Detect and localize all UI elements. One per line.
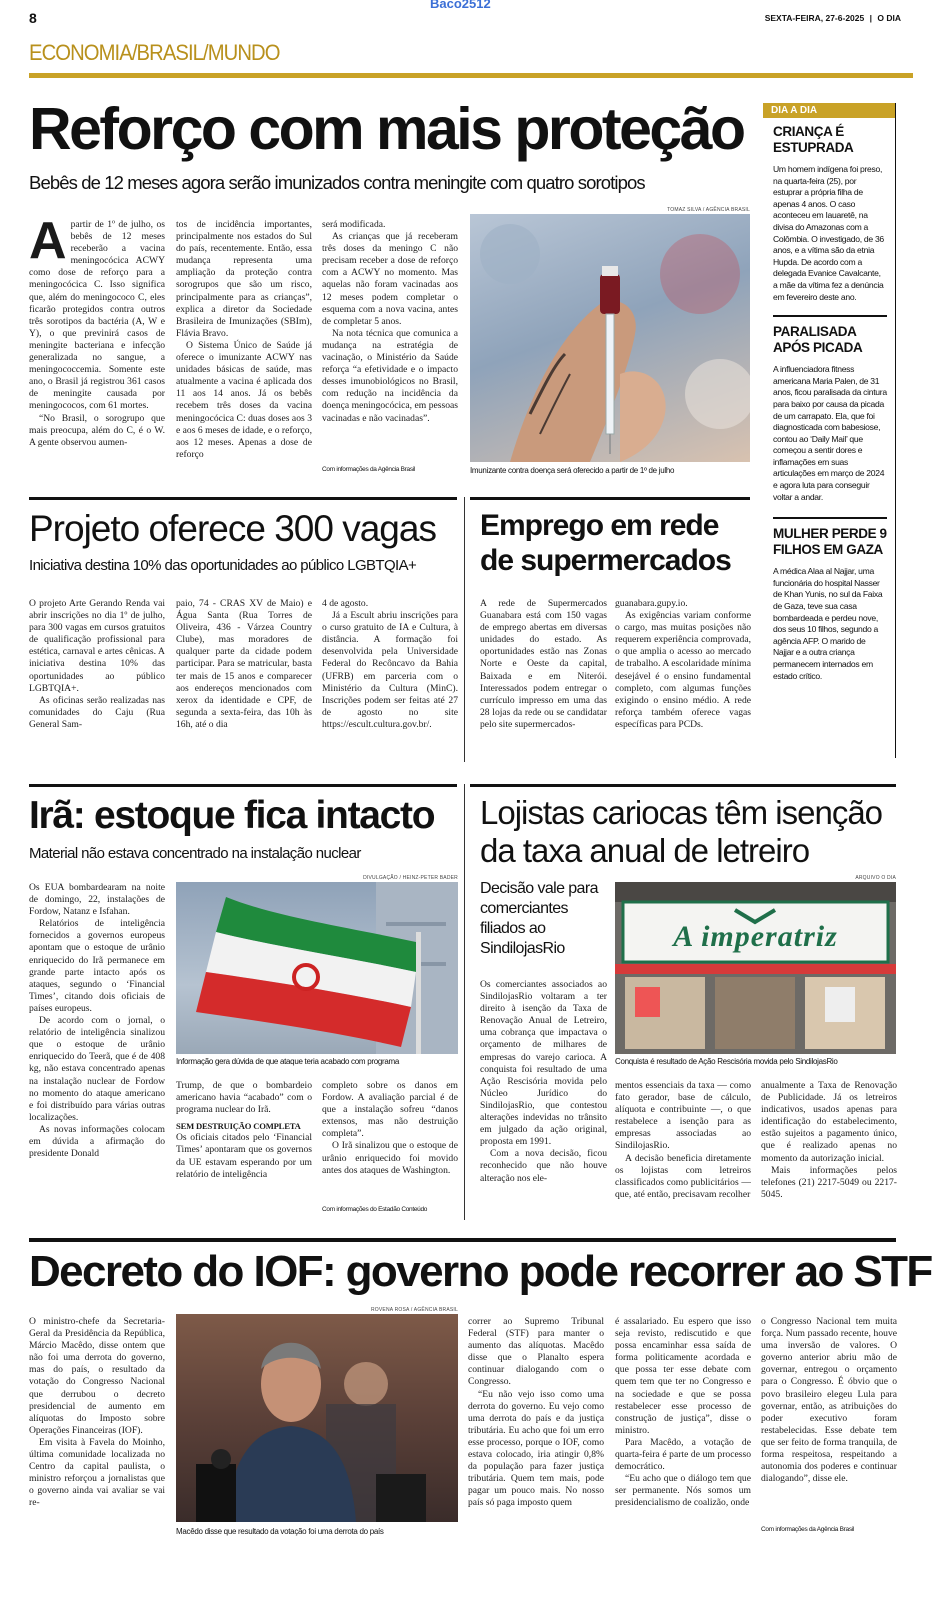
- iof-col-3: [615, 1316, 751, 1538]
- vaccine-photo: [470, 214, 750, 462]
- lead-subhead: Bebês de 12 meses agora serão imunizados contra meningite com quatro sorotipos: [29, 172, 645, 193]
- projeto-subhead: Iniciativa destina 10% das oportunidades ao público LGBTQIA+: [29, 557, 417, 574]
- header-separator: |: [869, 13, 872, 23]
- header-date: SEXTA-FEIRA, 27-6-2025: [764, 13, 865, 23]
- iof-p: “Eu não vejo isso como uma derrota do governo. Eu vejo como uma derrota do país e da justiça tributária. Eu acho que foi um erro esse processo, porque o IOF, como estava colocado, iria atingir 0,8% da população para fazer justiça tributária. Quem tem mais, pode pagar um pouco mais. No nosso país só paga imposto quem: [468, 1388, 604, 1509]
- section-rule: [29, 73, 913, 78]
- ira-p: O Irã sinalizou que o estoque de urânio enriquecido foi movido antes dos ataques de Washington.: [322, 1140, 458, 1176]
- vaccine-illustration: [470, 214, 750, 462]
- sidebar-item-text: A influenciadora fitness americana Maria Palen, de 31 anos, ficou paralisada da cintura para baixo por causa da picada de um carrapato. Ela, que foi diagnosticada com babesiose, contou ao ‘Daily Mail’ que começou a sentir dores e inflamações em suas articulações em março de 2024 e agora luta para conseguir voltar a andar.: [773, 364, 887, 502]
- macedo-illustration: [176, 1314, 458, 1522]
- iof-col-4: [761, 1316, 897, 1521]
- ira-col-3: [322, 1080, 458, 1200]
- ira-source: Com informações do Estadão Conteúdo: [322, 1206, 428, 1213]
- lead-p: tos de incidência importantes, principalmente nos estados do Sul do país, recentemente. Então, essa mudança representa uma ampliação da proteção contra sorogrupos que são um risco, principalmente para as crianças”, explica a diretor da Sociedade Brasileira de Imunizações (SBIm), Flávia Bravo.: [176, 219, 312, 339]
- iran-flag-photo: [176, 882, 458, 1054]
- lead-dropcap: A: [29, 219, 67, 270]
- emprego-headline-line: de supermercados: [480, 544, 731, 577]
- emprego-rule: [470, 497, 750, 500]
- lead-col-3: [322, 219, 458, 459]
- ira-col-1: [29, 882, 165, 1218]
- lead-p: O Sistema Único de Saúde já oferece o imunizante ACWY nas unidades básicas de saúde, mas atualmente a vacina é aplicada dos 11 aos 14 anos. Já os bebês recebem três doses da vacina meningocócica C: duas doses aos 3 e aos 6 meses de idade, e o reforço, aos 12 meses. Apenas a dose de reforço: [176, 339, 312, 460]
- iof-caption: Macêdo disse que resultado da votação foi uma derrota do país: [176, 1527, 384, 1536]
- projeto-p: O projeto Arte Gerando Renda vai abrir inscrições no dia 1º de julho, para 300 vagas em cursos gratuitos de qualificação profissional para estética, carnaval e artes cênicas. A iniciativa destina 10% das oportunidades ao público LGBTQIA+.: [29, 598, 165, 694]
- watermark-label: Baco2512: [430, 0, 491, 11]
- lead-p: As crianças que já receberam três doses da meningo C não precisam receber a dose de reforço com a ACWY no momento. Mas aquelas não foram vacinadas aos 12 meses podem completar o esquema com a nova vacina, antes de completar 5 anos.: [322, 231, 458, 327]
- iof-headline: Decreto do IOF: governo pode recorrer ao STF: [29, 1247, 932, 1296]
- sidebar-item-title: CRIANÇA É ESTUPRADA: [773, 124, 854, 155]
- column-divider: [464, 784, 465, 1220]
- macedo-photo: [176, 1314, 458, 1522]
- sidebar-item-text: Um homem indígena foi preso, na quarta-feira (25), por estuprar a própria filha de apenas 4 anos. O caso aconteceu em Iauaretê, na divisa do Amazonas com a Colômbia. O investigado, de 36 anos, e a vítima são da etnia Hupda. De acordo com a delegada Evanice Cavalcante, a mãe da vítima fez a denúncia em fevereiro deste ano.: [773, 164, 884, 302]
- ira-photo-credit: DIVULGAÇÃO / HEINZ-PETER BADER: [363, 875, 458, 881]
- sidebar-item-title: PARALISADA APÓS PICADA: [773, 324, 863, 356]
- header-date-line: [765, 13, 901, 23]
- ira-p: Os oficiais citados pelo ‘Financial Times’ apontaram que os governos da UE estavam esperando por um relatório de inteligência: [176, 1132, 312, 1180]
- iof-col-2: [468, 1316, 604, 1538]
- ira-rule: [29, 784, 457, 787]
- emprego-p: guanabara.gupy.io.: [615, 598, 688, 609]
- lead-p: “No Brasil, o sorogrupo que mais preocupa, além do C, é o W. A gente observou aumen-: [29, 412, 165, 448]
- lojistas-headline-line: da taxa anual de letreiro: [480, 832, 810, 869]
- iof-p: “Eu acho que o diálogo tem que ser permanente. Nós somos um presidencialismo de coalizão, onde: [615, 1473, 751, 1509]
- iof-source: Com informações da Agência Brasil: [761, 1526, 855, 1533]
- lojistas-p: Mais informações pelos telefones (21) 2217-5049 ou 2217-5045.: [761, 1164, 897, 1200]
- lojistas-photo-credit: ARQUIVO O DIA: [855, 875, 896, 881]
- emprego-p: As exigências variam conforme o cargo, mas muitas posições não requerem experiência comprovada, o que amplia o acesso ao mercado de trabalho. A escolaridade mínima desejável é o ensino fundamental completo, com algumas funções exigindo o ensino médio. A rede reforça também oferece vagas específicas para PCDs.: [615, 610, 751, 730]
- lead-col-1: [29, 219, 165, 481]
- lojistas-col-2: [615, 1080, 751, 1218]
- lojistas-p: A decisão beneficia diretamente os lojistas com letreiros classificados como publicitários — que, até então, precisavam recolher: [615, 1152, 751, 1200]
- lead-p: Na nota técnica que comunica a mudança na estratégia de vacinação, o Ministério da Saúde reforça “a efetividade e o impacto desses imunobiológicos no Brasil, com redução na incidência da doença meningocócica, em pessoas vacinadas e não vacinadas”.: [322, 327, 458, 424]
- lead-p: será modificada.: [322, 219, 386, 230]
- iof-p: O ministro-chefe da Secretaria-Geral da Presidência da República, Márcio Macêdo, disse ontem que não foi uma derrota do governo, mas do país, o resultado da votação do Congresso Nacional que derrubou o decreto presidencial de aumento em alíquotas do Imposto sobre Operações Financeiras (IOF).: [29, 1316, 165, 1436]
- iof-rule: [29, 1238, 896, 1242]
- column-divider: [464, 497, 465, 762]
- emprego-headline-line: Emprego em rede: [480, 509, 719, 542]
- lojistas-headline-line: Lojistas cariocas têm isenção: [480, 794, 883, 831]
- projeto-p: paio, 74 - CRAS XV de Maio) e Água Santa (Rua Torres de Oliveira, 436 - Várzea Country Clube), mas moradores de qualquer parte da cidade podem participar. Para se matricular, basta ter mais de 15 anos e comparecer aos endereços mencionados com xerox da identidade e CPF, de segunda a sexta-feira, das 10h às 16h, até o dia: [176, 598, 312, 730]
- sidebar-item: [763, 317, 895, 503]
- lojistas-p: mentos essenciais da taxa — como fato gerador, base de cálculo, alíquota e contribuinte —, o que restabelece a isenção para as empresas associadas ao SindilojasRio.: [615, 1080, 751, 1152]
- section-title: ECONOMIA/BRASIL/MUNDO: [29, 40, 280, 65]
- lojistas-p: Com a nova decisão, ficou reconhecido que não houve alteração nos ele-: [480, 1148, 607, 1184]
- iof-photo-credit: ROVENA ROSA / AGÊNCIA BRASIL: [370, 1307, 458, 1313]
- ira-inline-subhead: SEM DESTRUIÇÃO COMPLETA: [176, 1121, 301, 1132]
- sidebar: [763, 103, 896, 758]
- ira-p: Trump, de que o bombardeio americano havia “acabado” com o programa nuclear do Irã.: [176, 1080, 312, 1116]
- lead-caption: Imunizante contra doença será oferecido a partir de 1º de julho: [470, 466, 675, 475]
- lojistas-headline: [480, 794, 882, 870]
- ira-subhead: Material não estava concentrado na instalação nuclear: [29, 845, 361, 862]
- sidebar-item-text: A médica Alaa al Najjar, uma funcionária do hospital Nasser de Khan Yunis, no sul da Faixa de Gaza, teve sua casa bombardeada e perdeu nove, dos seus 10 filhos, segundo a agência AFP. O marido de Najjar e a outra criança permanecem internados em estado crítico.: [773, 566, 883, 681]
- sidebar-label: DIA A DIA: [763, 103, 895, 118]
- iof-p: Em visita à Favela do Moinho, última comunidade localizada no Centro da capital paulista, o ministro reforçou a jornalistas que o governo ainda vai avaliar se vai re-: [29, 1436, 165, 1509]
- iof-col-1: [29, 1316, 165, 1538]
- storefront-photo: [615, 882, 896, 1054]
- ira-caption: Informação gera dúvida de que ataque teria acabado com programa: [176, 1057, 400, 1066]
- lojistas-p: Os comerciantes associados ao SindilojasRio voltaram a ter direito à isenção da Taxa de Renovação Anual de Letreiro, uma cobrança que impactava o orçamento de milhares de empresas do varejo carioca. A conquista foi resultado de uma Ação Rescisória movida pelo Núcleo Jurídico do SindilojasRio, que contestou alterações indevidas no trânsito em julgado da ação original, proposta em 1991.: [480, 979, 607, 1148]
- lead-p: partir de 1º de julho, os bebês de 12 meses receberão a vacina meningocócica ACWY como dose de reforço para a meningocócica C. Isso significa que, além do meningococo C, eles ficarão protegidos contra outros três sorotipos da bactéria (A, W e Y), o que previnirá casos de meningite bacteriana e infecção generalizada no sangue, a meningococcemia. Somente este ano, o Brasil já registrou 361 casos de meningite causada por meningococos, com 61 mortes.: [29, 219, 165, 412]
- storefront-sign-text: A imperatriz: [673, 920, 838, 953]
- lojistas-rule: [470, 784, 896, 787]
- ira-p: Os EUA bombardearam na noite de domingo, 22, instalações de Fordow, Natanz e Isfahan.: [29, 882, 165, 918]
- iof-p: o Congresso Nacional tem muita força. Num passado recente, houve uma inversão de valores. O governo anterior abriu mão de governar, entregou o orçamento para o Congresso. É óbvio que o povo brasileiro elegeu Lula para governar, então, as atribuições do poder executivo foram restabelecidas. Esse debate tem que ser feito de forma tranquila, de forma respeitosa, respeitando a autonomia dos poderes e continuar dialogando”, disse ele.: [761, 1316, 897, 1485]
- projeto-col-1: [29, 598, 165, 760]
- ira-p: As novas informações colocam em dúvida a afirmação do presidente Donald: [29, 1123, 165, 1160]
- lead-source: Com informações da Agência Brasil: [322, 466, 416, 473]
- lead-headline: Reforço com mais proteção: [29, 96, 744, 162]
- header-paper: O DIA: [877, 13, 901, 23]
- projeto-rule: [29, 497, 457, 500]
- page-number: 8: [29, 10, 37, 26]
- emprego-col-1: [480, 598, 607, 760]
- sidebar-item-title: MULHER PERDE 9 FILHOS EM GAZA: [773, 526, 887, 558]
- lojistas-col-1: [480, 979, 607, 1218]
- projeto-col-3: [322, 598, 458, 760]
- projeto-col-2: [176, 598, 312, 760]
- lojistas-deck: Decisão vale para comerciantes filiados ao SindilojasRio: [480, 880, 598, 957]
- lojistas-col-3: [761, 1080, 897, 1218]
- sidebar-item: [763, 118, 895, 303]
- ira-headline: Irã: estoque fica intacto: [29, 794, 435, 837]
- projeto-headline: Projeto oferece 300 vagas: [29, 508, 436, 549]
- projeto-p: As oficinas serão realizadas nas comunidades do Caju (Rua General Sam-: [29, 694, 165, 730]
- ira-p: Relatórios de inteligência fornecidos a governos europeus apontam que o estoque de urânio enriquecido do Irã permanece em grande parte intacto após os ataques, segundo o ‘Financial Times’, citando dois oficiais de países europeus.: [29, 918, 165, 1014]
- ira-p: De acordo com o jornal, o relatório de inteligência sinalizou que o estoque de urânio enriquecido do Teerã, que é de 408 kg, não estava concentrado apenas na instalação nuclear de Fordow no momento do ataque americano e foi distribuído para várias outras localizações.: [29, 1015, 165, 1123]
- emprego-headline: [480, 508, 731, 578]
- sidebar-item: [763, 519, 895, 682]
- lead-col-2: [176, 219, 312, 481]
- projeto-p: 4 de agosto.: [322, 598, 369, 609]
- lead-photo-credit: TOMAZ SILVA / AGÊNCIA BRASIL: [667, 207, 750, 213]
- emprego-p: A rede de Supermercados Guanabara está com 150 vagas de emprego abertas em diversas unidades do estado. As oportunidades estão nas Zonas Norte e Oeste da capital, Baixada e em Niterói. Interessados podem entregar o currículo impresso em uma das 28 lojas da rede ou se candidatar pelo site supermercados-: [480, 598, 607, 730]
- iof-p: correr ao Supremo Tribunal Federal (STF) para manter o aumento das alíquotas. Macêdo disse que o Planalto espera continuar dialogando com o Congresso.: [468, 1316, 604, 1388]
- lojistas-p: anualmente a Taxa de Renovação de Publicidade. Já os letreiros indicativos, usados apenas para identificação do estabelecimento, estão sujeitos a pagamento único, que é realizado apenas no momento da autorização inicial.: [761, 1080, 897, 1164]
- iran-flag-illustration: [176, 882, 458, 1054]
- iof-p: Para Macêdo, a votação de quarta-feira é parte de um processo democrático.: [615, 1436, 751, 1473]
- ira-col-2: [176, 1080, 312, 1218]
- projeto-p: Já a Escult abriu inscrições para o curso gratuito de IA e Cultura, à distância. A formação foi desenvolvida pela Universidade Federal do Recôncavo da Bahia (UFRB) em parceria com o Ministério da Cultura (MinC). Inscrições podem ser feitas até 27 de agosto no site https://escult.cultura.gov.br/.: [322, 610, 458, 730]
- storefront-illustration: [615, 882, 896, 1054]
- ira-p: completo sobre os danos em Fordow. A avaliação parcial é de que a instalação sofreu “danos extensos, mas não destruição completa”.: [322, 1080, 458, 1140]
- emprego-col-2: [615, 598, 751, 760]
- iof-p: é assalariado. Eu espero que isso seja revisto, rediscutido e que possa encaminhar essa saída de forma politicamente acordada e que possa ter esse debate com quem tem que ter no Congresso e na sociedade e que se possa restabelecer esse processo de construção de justiça”, disse o ministro.: [615, 1316, 751, 1436]
- lojistas-caption: Conquista é resultado de Ação Rescisória movida pelo SindilojasRio: [615, 1057, 838, 1066]
